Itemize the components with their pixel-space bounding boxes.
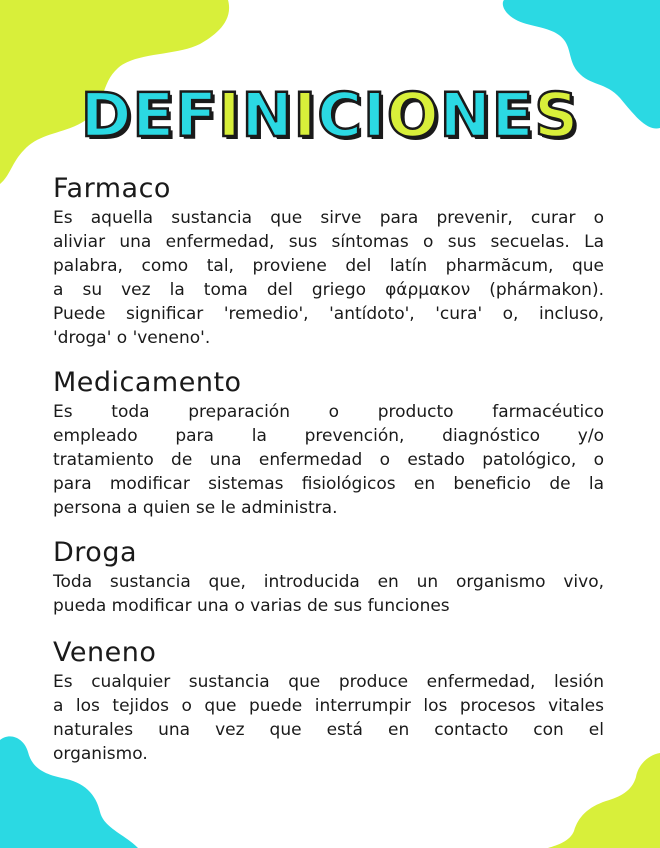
- title-letter: F: [175, 80, 218, 151]
- title-letter: I: [217, 80, 242, 151]
- definitions-content: [53, 172, 604, 766]
- definition-text: [53, 400, 604, 520]
- definition-text: [53, 670, 604, 766]
- definition-text: [53, 570, 604, 618]
- definition-line: aliviar una enfermedad, sus síntomas o sus secuelas. La: [53, 232, 604, 252]
- definition-line: para modificar sistemas fisiológicos en beneficio de la: [53, 474, 604, 494]
- term-heading: Medicamento: [53, 367, 242, 398]
- definition-line: a su vez la toma del griego φάρμακον (phármakon).: [53, 280, 604, 300]
- definition-line: Es cualquier sustancia que produce enfermedad, lesión: [53, 672, 604, 692]
- title-letter: I: [363, 80, 387, 151]
- definition-line: persona a quien se le administra.: [53, 498, 338, 518]
- title-letter: S: [534, 80, 580, 151]
- definition-line: Es aquella sustancia que sirve para prevenir, curar o: [53, 208, 604, 228]
- definition-line: a los tejidos o que puede interrumpir los procesos vitales: [53, 696, 604, 716]
- definition-medicamento: [53, 366, 604, 520]
- definition-line: naturales una vez que está en contacto con el: [53, 720, 604, 740]
- title-letter: C: [317, 80, 363, 151]
- definition-droga: [53, 536, 604, 618]
- definition-line: organismo.: [53, 744, 148, 764]
- term-heading: Veneno: [53, 637, 157, 668]
- definition-veneno: [53, 636, 604, 766]
- page-title: [0, 80, 660, 152]
- definition-text: [53, 206, 604, 350]
- title-letter: E: [132, 80, 176, 151]
- definition-line: palabra, como tal, proviene del latín pharmăcum, que: [53, 256, 604, 276]
- title-letter: D: [80, 80, 133, 151]
- definition-line: empleado para la prevención, diagnóstico y/o: [53, 426, 604, 446]
- title-letter: N: [439, 80, 492, 151]
- title-letter: E: [491, 80, 535, 151]
- title-letter: O: [386, 80, 440, 151]
- definition-line: Es toda preparación o producto farmacéutico: [53, 402, 604, 422]
- definition-farmaco: [53, 172, 604, 350]
- definition-line: Puede significar 'remedio', 'antídoto', 'cura' o, incluso,: [53, 304, 604, 324]
- title-letter: I: [293, 80, 318, 151]
- bottom-right-lime-blob: [540, 753, 660, 848]
- term-heading: Droga: [53, 537, 138, 568]
- title-letter: N: [241, 80, 294, 151]
- definition-line: 'droga' o 'veneno'.: [53, 328, 211, 348]
- bottom-right-lime-blob-shape: [548, 753, 660, 848]
- definition-line: Toda sustancia que, introducida en un organismo vivo,: [53, 572, 604, 592]
- definition-line: pueda modificar una o varias de sus funciones: [53, 596, 450, 616]
- term-heading: Farmaco: [53, 173, 171, 204]
- definition-line: tratamiento de una enfermedad o estado patológico, o: [53, 450, 604, 470]
